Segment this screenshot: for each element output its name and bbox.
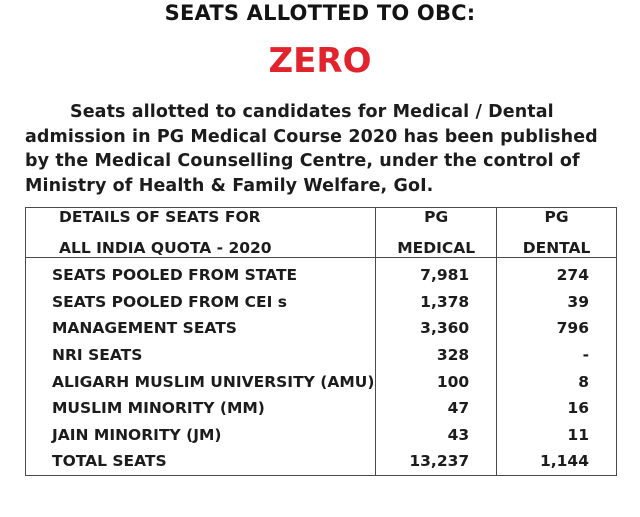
row-dental-value: 8 — [497, 368, 617, 395]
table-row — [26, 342, 617, 369]
seats-table — [25, 207, 617, 476]
table-row-total — [26, 448, 617, 475]
row-label: NRI SEATS — [26, 342, 376, 369]
row-dental-value: 39 — [497, 289, 617, 316]
row-medical-value: 7,981 — [376, 258, 497, 289]
header-label-line1: DETAILS OF SEATS FOR — [59, 208, 261, 226]
table-row — [26, 368, 617, 395]
row-label: MUSLIM MINORITY (MM) — [26, 395, 376, 422]
row-dental-value: 1,144 — [497, 448, 617, 475]
row-label: ALIGARH MUSLIM UNIVERSITY (AMU) — [26, 368, 376, 395]
table-row — [26, 289, 617, 316]
table-row — [26, 258, 617, 289]
table-row — [26, 315, 617, 342]
header-dental-line2: DENTAL — [522, 239, 591, 257]
row-medical-value: 13,237 — [376, 448, 497, 475]
row-medical-value: 3,360 — [376, 315, 497, 342]
header-dental-cell — [497, 208, 617, 258]
header-medical-line1: PG — [424, 208, 449, 226]
header-label-cell — [26, 208, 376, 258]
header-label-line2: ALL INDIA QUOTA - 2020 — [59, 239, 272, 257]
row-dental-value: 16 — [497, 395, 617, 422]
header-medical-line2: MEDICAL — [397, 239, 476, 257]
table-row — [26, 422, 617, 449]
row-dental-value: 274 — [497, 258, 617, 289]
row-medical-value: 328 — [376, 342, 497, 369]
intro-paragraph: Seats allotted to candidates for Medical / Dental admission in PG Medical Course 2020 has been published by the Medical Counselling Centre, under the control of Ministry of Health & Family Welfare, GoI. — [25, 102, 598, 196]
row-label: JAIN MINORITY (JM) — [26, 422, 376, 449]
row-medical-value: 43 — [376, 422, 497, 449]
zero-highlight: ZERO — [268, 41, 372, 81]
table-header-row — [26, 208, 617, 258]
page-heading: SEATS ALLOTTED TO OBC: — [164, 1, 476, 25]
row-label: MANAGEMENT SEATS — [26, 315, 376, 342]
row-label: SEATS POOLED FROM CEI s — [26, 289, 376, 316]
header-medical-cell — [376, 208, 497, 258]
row-medical-value: 47 — [376, 395, 497, 422]
header-dental-line1: PG — [544, 208, 569, 226]
row-dental-value: - — [497, 342, 617, 369]
table-row — [26, 395, 617, 422]
row-dental-value: 11 — [497, 422, 617, 449]
row-label: TOTAL SEATS — [26, 448, 376, 475]
row-label: SEATS POOLED FROM STATE — [26, 258, 376, 289]
row-medical-value: 1,378 — [376, 289, 497, 316]
row-medical-value: 100 — [376, 368, 497, 395]
row-dental-value: 796 — [497, 315, 617, 342]
